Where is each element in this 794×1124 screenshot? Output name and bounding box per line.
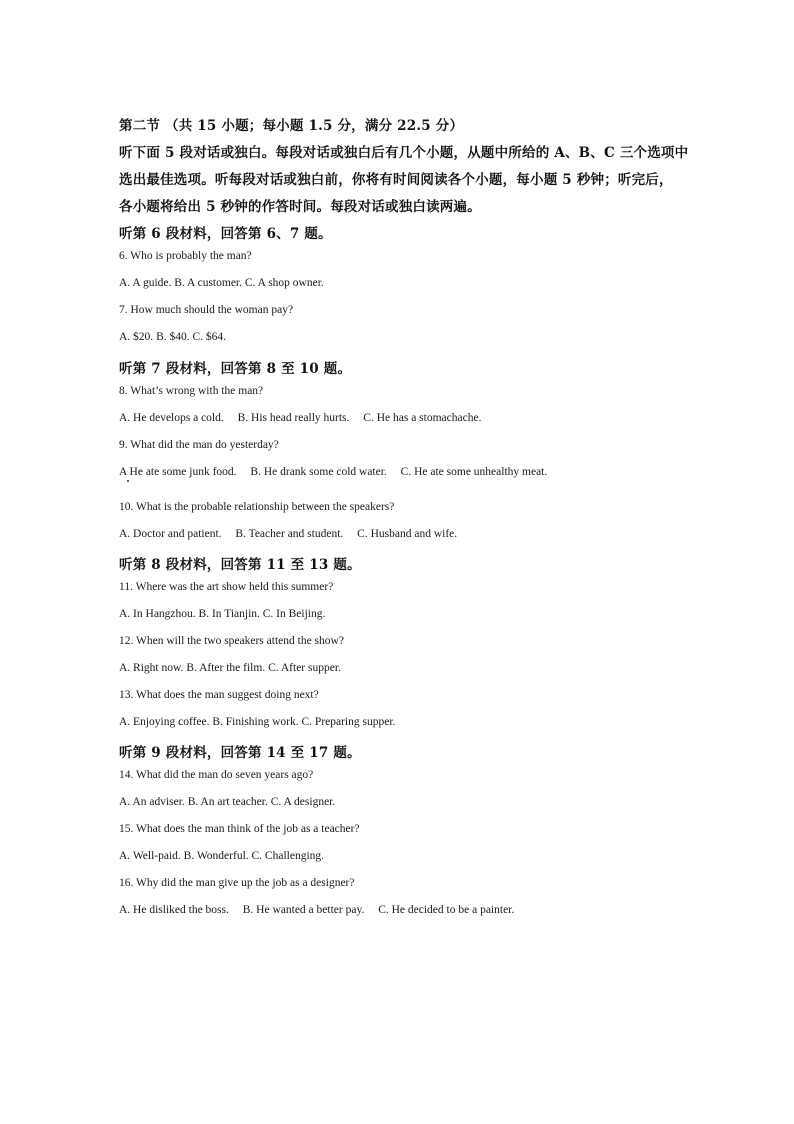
instructions-line-1: 听下面 5 段对话或独白。每段对话或独白后有几个小题，从题中所给的 A、B、C 三个选项中 bbox=[119, 145, 689, 161]
option-c: C. A shop owner. bbox=[244, 277, 324, 289]
group-heading-7: 听第 7 段材料，回答第 8 至 10 题。 bbox=[119, 361, 352, 377]
question-options-13 bbox=[119, 716, 395, 728]
option-c: C. After supper. bbox=[268, 662, 341, 674]
option-b: B. $40. bbox=[156, 331, 190, 343]
question-stem-16: 16. Why did the man give up the job as a designer? bbox=[119, 877, 355, 889]
option-b: B. He drank some cold water. bbox=[250, 466, 387, 478]
option-b: B. Teacher and student. bbox=[235, 528, 344, 540]
question-stem-8: 8. What’s wrong with the man? bbox=[119, 385, 264, 397]
question-stem-15: 15. What does the man think of the job as a teacher? bbox=[119, 823, 360, 835]
option-c: C. A designer. bbox=[270, 796, 336, 808]
option-a: A. Right now. bbox=[119, 662, 184, 674]
option-b: B. He wanted a better pay. bbox=[242, 904, 365, 916]
option-a: A. He disliked the boss. bbox=[119, 904, 229, 916]
option-c: C. He decided to be a painter. bbox=[378, 904, 515, 916]
question-stem-14: 14. What did the man do seven years ago? bbox=[119, 769, 314, 781]
option-b: B. An art teacher. bbox=[187, 796, 268, 808]
question-stem-11: 11. Where was the art show held this summer? bbox=[119, 581, 334, 593]
question-options-14 bbox=[119, 796, 335, 808]
stray-dot-mark bbox=[127, 480, 129, 482]
question-options-8 bbox=[119, 412, 481, 424]
option-a: A. Enjoying coffee. bbox=[119, 716, 210, 728]
option-a: A. In Hangzhou. bbox=[119, 608, 196, 620]
question-stem-10: 10. What is the probable relationship between the speakers? bbox=[119, 501, 395, 513]
option-b: B. Wonderful. bbox=[183, 850, 249, 862]
question-options-9 bbox=[119, 466, 547, 478]
option-b: B. A customer. bbox=[174, 277, 242, 289]
question-options-11 bbox=[119, 608, 325, 620]
question-stem-7: 7. How much should the woman pay? bbox=[119, 304, 294, 316]
option-c: C. Husband and wife. bbox=[357, 528, 458, 540]
option-c: C. In Beijing. bbox=[262, 608, 326, 620]
question-options-15 bbox=[119, 850, 324, 862]
question-options-10 bbox=[119, 528, 457, 540]
question-options-12 bbox=[119, 662, 341, 674]
option-c: C. He has a stomachache. bbox=[363, 412, 482, 424]
question-options-6 bbox=[119, 277, 324, 289]
instructions-line-2: 选出最佳选项。听每段对话或独白前，你将有时间阅读各个小题，每小题 5 秒钟；听完后， bbox=[119, 172, 673, 188]
option-a: A. Doctor and patient. bbox=[119, 528, 222, 540]
option-a: A. Well-paid. bbox=[119, 850, 181, 862]
option-a: A. He develops a cold. bbox=[119, 412, 224, 424]
option-b: B. In Tianjin. bbox=[198, 608, 260, 620]
section-title: 第二节 （共 15 小题；每小题 1.5 分，满分 22.5 分） bbox=[119, 118, 464, 134]
option-c: C. He ate some unhealthy meat. bbox=[400, 466, 548, 478]
option-c: C. Preparing supper. bbox=[301, 716, 396, 728]
option-a: A He ate some junk food. bbox=[119, 466, 237, 478]
question-options-16 bbox=[119, 904, 514, 916]
option-b: B. After the film. bbox=[186, 662, 266, 674]
option-a: A. A guide. bbox=[119, 277, 172, 289]
question-stem-12: 12. When will the two speakers attend the show? bbox=[119, 635, 344, 647]
question-options-7 bbox=[119, 331, 226, 343]
question-stem-13: 13. What does the man suggest doing next? bbox=[119, 689, 319, 701]
option-a: A. $20. bbox=[119, 331, 154, 343]
group-heading-6: 听第 6 段材料，回答第 6、7 题。 bbox=[119, 226, 332, 242]
question-stem-6: 6. Who is probably the man? bbox=[119, 250, 252, 262]
option-b: B. His head really hurts. bbox=[237, 412, 350, 424]
question-stem-9: 9. What did the man do yesterday? bbox=[119, 439, 279, 451]
option-a: A. An adviser. bbox=[119, 796, 185, 808]
instructions-line-3: 各小题将给出 5 秒钟的作答时间。每段对话或独白读两遍。 bbox=[119, 199, 481, 215]
group-heading-9: 听第 9 段材料，回答第 14 至 17 题。 bbox=[119, 745, 361, 761]
option-b: B. Finishing work. bbox=[212, 716, 299, 728]
option-c: C. Challenging. bbox=[251, 850, 325, 862]
group-heading-8: 听第 8 段材料，回答第 11 至 13 题。 bbox=[119, 557, 361, 573]
option-c: C. $64. bbox=[192, 331, 227, 343]
